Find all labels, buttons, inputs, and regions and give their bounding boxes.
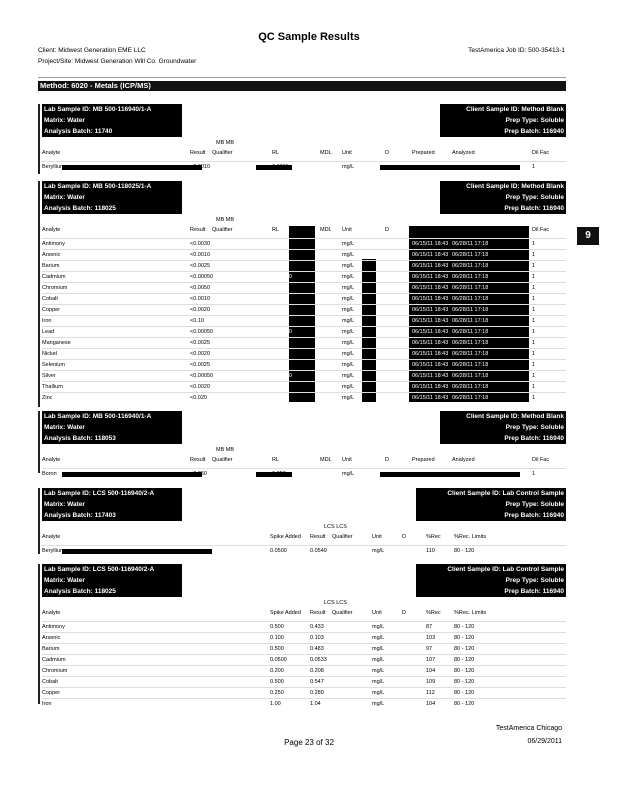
table-cell: <0.0010 (190, 296, 211, 302)
table-cell: 0.0500 (270, 657, 287, 663)
column-header-7: %Rec. Limits (454, 610, 487, 616)
table-cell: 0.500 (270, 646, 284, 652)
table-cell: 1.00 (270, 701, 281, 707)
sample-info-left (42, 411, 182, 444)
table-cell: Copper (42, 307, 61, 313)
table-cell: <0.0025 (190, 340, 211, 346)
table-cell: mg/L (372, 635, 385, 641)
table-cell: Arsenic (42, 252, 61, 258)
table-cell: Cobalt (42, 679, 58, 685)
table-cell: mg/L (342, 164, 355, 170)
sample-info-right (440, 411, 566, 444)
table-cell: 80 - 120 (454, 646, 475, 652)
table-cell: mg/L (372, 657, 385, 663)
table-cell: 06/28/11 17:18 (452, 241, 489, 247)
sample-info-line: Matrix: Water (44, 424, 85, 431)
sample-info-left (42, 488, 182, 521)
table-cell: 1 (532, 252, 536, 258)
table-cell: 0.433 (310, 624, 324, 630)
column-header-2: Qualifier (212, 457, 233, 463)
table-cell: mg/L (372, 646, 385, 652)
table-cell: 0.500 (270, 679, 284, 685)
sample-info-line: Prep Type: Soluble (505, 501, 564, 508)
table-cell: 0.500 (270, 624, 284, 630)
table-cell: mg/L (342, 340, 355, 346)
column-header (42, 150, 566, 159)
table-row (42, 392, 566, 404)
table-cell: 1 (532, 471, 536, 477)
table-cell: 06/15/11 18:43 (412, 373, 449, 379)
table-cell: Boron (42, 471, 57, 477)
table-cell: 06/15/11 18:43 (412, 241, 449, 247)
section-marker (38, 104, 40, 174)
table-cell: mg/L (372, 548, 385, 554)
table-cell: 97 (426, 646, 433, 652)
table-cell: Nickel (42, 351, 57, 357)
table-cell: 06/15/11 18:43 (412, 296, 449, 302)
table-cell: 0.0500 (270, 548, 287, 554)
table-cell: 06/15/11 18:43 (412, 285, 449, 291)
column-header-3: Qualifier (332, 534, 353, 540)
table-cell: <0.00050 (190, 329, 214, 335)
table-cell: 06/15/11 18:43 (412, 252, 449, 258)
table-cell: 1 (532, 329, 536, 335)
table-cell: 80 - 120 (454, 668, 475, 674)
sample-info-line: Client Sample ID: Lab Control Sample (447, 490, 564, 497)
page-number: Page 23 of 32 (284, 738, 334, 747)
column-header-4: Unit (372, 610, 382, 616)
table-cell: 1 (532, 241, 536, 247)
table-cell: 87 (426, 624, 433, 630)
table-cell: 80 - 120 (454, 679, 475, 685)
table-cell: Cobalt (42, 296, 58, 302)
sample-info-line: Analysis Batch: 118025 (44, 205, 116, 212)
table-cell: <0.0030 (190, 241, 211, 247)
column-header-8: Analyzed (452, 457, 475, 463)
table-cell: Beryllium (42, 164, 65, 170)
sample-info-line: Client Sample ID: Method Blank (466, 183, 564, 190)
table-cell: mg/L (342, 329, 355, 335)
table-cell: 1 (532, 164, 536, 170)
sample-info-line: Prep Batch: 116940 (504, 588, 564, 595)
column-header (42, 610, 566, 619)
job-id: TestAmerica Job ID: 500-35413-1 (468, 47, 565, 54)
table-cell: 1 (532, 274, 536, 280)
table-cell: 0.0030 (272, 241, 289, 247)
sample-info-line: Analysis Batch: 11740 (44, 128, 113, 135)
table-cell: 06/15/11 18:43 (412, 307, 449, 313)
table-row (42, 161, 566, 173)
table-cell: 06/28/11 17:18 (452, 395, 489, 401)
table-cell: 0.00050 (272, 373, 292, 379)
table-cell: mg/L (342, 241, 355, 247)
table-cell: 0.0025 (272, 362, 289, 368)
footer-date: 06/29/2011 (527, 738, 562, 745)
table-cell: Cadmium (42, 657, 66, 663)
table-cell: 0.0010 (272, 296, 289, 302)
table-cell: mg/L (342, 395, 355, 401)
table-cell: <0.020 (190, 395, 207, 401)
column-header-9: Dil Fac (532, 227, 550, 233)
table-cell: 1 (532, 395, 536, 401)
table-cell: 0.0025 (272, 340, 289, 346)
table-cell: 0.0010 (272, 252, 289, 258)
table-cell: 0.280 (310, 690, 324, 696)
column-header-9: Dil Fac (532, 457, 550, 463)
sample-info-line: Client Sample ID: Lab Control Sample (447, 566, 564, 573)
column-header-5: Unit (342, 457, 352, 463)
sample-info-right (416, 488, 566, 521)
column-header-4: MDL (320, 457, 332, 463)
column-header-2: Qualifier (212, 227, 233, 233)
table-cell: <0.0020 (190, 351, 211, 357)
column-header-1: Spike Added (270, 610, 301, 616)
table-cell: 1 (532, 296, 536, 302)
sample-info-line: Lab Sample ID: MB 500-116940/1-A (44, 106, 152, 113)
table-cell: mg/L (342, 318, 355, 324)
method-banner: Method: 6020 - Metals (ICP/MS) (38, 81, 566, 91)
sample-info-line: Prep Type: Soluble (505, 424, 564, 431)
table-cell: Chromium (42, 285, 68, 291)
sample-info-left (42, 181, 182, 214)
table-cell: 103 (426, 635, 436, 641)
table-cell: 06/28/11 17:18 (452, 285, 489, 291)
result-group-label: LCS LCS (324, 524, 347, 530)
table-cell: 109 (426, 679, 436, 685)
column-header-4: MDL (320, 150, 332, 156)
table-cell: mg/L (342, 263, 355, 269)
table-cell: 0.050 (272, 471, 286, 477)
table-cell: 80 - 120 (454, 635, 475, 641)
table-row (42, 468, 566, 480)
table-cell: Lead (42, 329, 55, 335)
column-header-7: %Rec. Limits (454, 534, 487, 540)
table-cell: <0.0010 (190, 164, 211, 170)
table-cell: mg/L (342, 362, 355, 368)
table-cell: 1 (532, 384, 536, 390)
column-header-0: Analyte (42, 227, 61, 233)
table-cell: 1 (532, 307, 536, 313)
table-cell: 06/28/11 17:18 (452, 362, 489, 368)
column-header-0: Analyte (42, 150, 61, 156)
column-header (42, 534, 566, 543)
header-divider (38, 77, 566, 78)
column-header-2: Qualifier (212, 150, 233, 156)
column-header-6: D (385, 457, 389, 463)
table-cell: mg/L (372, 668, 385, 674)
table-cell: mg/L (342, 252, 355, 258)
column-header-5: Unit (342, 150, 352, 156)
table-cell: Chromium (42, 668, 68, 674)
table-cell: 06/28/11 17:18 (452, 351, 489, 357)
table-cell: 0.208 (310, 668, 324, 674)
sample-info-line: Lab Sample ID: LCS 500-116940/2-A (44, 566, 155, 573)
table-cell: 06/28/11 17:18 (452, 274, 489, 280)
table-cell: 0.020 (272, 395, 286, 401)
table-cell: 0.00050 (272, 274, 292, 280)
sample-info-left (42, 564, 182, 597)
result-group-label: MB MB (216, 140, 235, 146)
table-cell: Selenium (42, 362, 65, 368)
table-cell: 06/15/11 18:43 (412, 384, 449, 390)
table-cell: 112 (426, 690, 435, 696)
table-cell: mg/L (372, 679, 385, 685)
table-row (42, 545, 566, 557)
table-cell: <0.10 (190, 318, 204, 324)
column-header-0: Analyte (42, 610, 61, 616)
table-cell: 06/15/11 18:43 (412, 362, 449, 368)
column-header-7: Prepared (412, 457, 435, 463)
section-marker (38, 488, 40, 554)
table-cell: mg/L (342, 274, 355, 280)
table-cell: Manganese (42, 340, 71, 346)
table-cell: <0.0010 (190, 252, 211, 258)
client-name: Client: Midwest Generation EME LLC (38, 47, 146, 54)
sample-info-line: Analysis Batch: 118053 (44, 435, 116, 442)
table-cell: 0.0050 (272, 285, 289, 291)
table-cell: Zinc (42, 395, 53, 401)
table-cell: <0.0025 (190, 263, 211, 269)
column-header-2: Result (310, 610, 326, 616)
section-marker (38, 564, 40, 704)
table-cell: 0.00050 (272, 329, 292, 335)
table-cell: 104 (426, 668, 436, 674)
table-cell: 06/15/11 18:43 (412, 318, 449, 324)
sample-info-line: Prep Batch: 116940 (504, 205, 564, 212)
table-cell: 06/28/11 17:18 (452, 373, 489, 379)
table-cell: 0.0020 (272, 384, 289, 390)
table-cell: 0.0010 (272, 164, 289, 170)
table-cell: 0.100 (270, 635, 284, 641)
page-title: QC Sample Results (258, 31, 360, 43)
section-tab: 9 (577, 227, 599, 245)
sample-info-line: Analysis Batch: 117403 (44, 512, 116, 519)
table-cell: <0.0020 (190, 384, 211, 390)
sample-info-line: Lab Sample ID: MB 500-116940/1-A (44, 413, 152, 420)
table-cell: 0.0025 (272, 263, 289, 269)
table-cell: 1 (532, 373, 536, 379)
table-cell: 0.0020 (272, 307, 289, 313)
table-cell: 80 - 120 (454, 701, 475, 707)
table-cell: mg/L (372, 690, 385, 696)
table-cell: 06/28/11 17:18 (452, 263, 489, 269)
table-cell: 0.10 (272, 318, 283, 324)
sample-info-line: Prep Type: Soluble (505, 117, 564, 124)
table-cell: mg/L (372, 624, 385, 630)
table-cell: <0.0050 (190, 285, 211, 291)
table-cell: 1 (532, 340, 536, 346)
table-cell: 0.103 (310, 635, 324, 641)
sample-info-line: Matrix: Water (44, 501, 85, 508)
table-cell: Barium (42, 646, 60, 652)
sample-info-line: Client Sample ID: Method Blank (466, 106, 564, 113)
table-cell: 06/28/11 17:18 (452, 384, 489, 390)
column-header-5: D (402, 610, 406, 616)
table-cell: 1 (532, 362, 536, 368)
sample-info-right (440, 104, 566, 137)
table-cell: 0.547 (310, 679, 324, 685)
sample-info-line: Client Sample ID: Method Blank (466, 413, 564, 420)
column-header-6: D (385, 150, 389, 156)
column-header-0: Analyte (42, 534, 61, 540)
table-cell: mg/L (342, 373, 355, 379)
sample-info-line: Prep Batch: 116940 (504, 512, 564, 519)
table-cell: mg/L (342, 285, 355, 291)
table-cell: mg/L (342, 384, 355, 390)
sample-info-line: Prep Batch: 116940 (504, 128, 564, 135)
table-cell: 80 - 120 (454, 690, 475, 696)
table-cell: Antimony (42, 241, 65, 247)
column-header-0: Analyte (42, 457, 61, 463)
table-cell: 06/28/11 17:18 (452, 296, 489, 302)
table-cell: 06/15/11 18:43 (412, 340, 449, 346)
sample-info-line: Analysis Batch: 118025 (44, 588, 116, 595)
table-cell: mg/L (372, 701, 385, 707)
sample-info-line: Matrix: Water (44, 117, 85, 124)
table-cell: 06/15/11 18:43 (412, 351, 449, 357)
table-cell: 1 (532, 263, 536, 269)
table-cell: Iron (42, 318, 52, 324)
table-cell: <0.00050 (190, 373, 214, 379)
result-group-label: LCS LCS (324, 600, 347, 606)
column-header-9: Dil Fac (532, 150, 550, 156)
table-cell: 06/28/11 17:18 (452, 307, 489, 313)
footer-lab: TestAmerica Chicago (495, 725, 562, 732)
column-header-5: Unit (342, 227, 352, 233)
table-cell: mg/L (342, 307, 355, 313)
table-cell: 06/28/11 17:18 (452, 340, 489, 346)
column-header-1: Result (190, 227, 206, 233)
table-cell: 06/15/11 18:43 (412, 263, 449, 269)
column-header-3: RL (272, 227, 280, 233)
table-cell: 104 (426, 701, 436, 707)
column-header-3: RL (272, 457, 280, 463)
table-cell: Beryllium (42, 548, 65, 554)
table-cell: Copper (42, 690, 61, 696)
table-cell: 1.04 (310, 701, 321, 707)
table-cell: 06/28/11 17:18 (452, 329, 489, 335)
column-header (42, 457, 566, 466)
column-header-7: Prepared (412, 150, 435, 156)
column-header-4: MDL (320, 227, 332, 233)
column-header-5: D (402, 534, 406, 540)
table-cell: 1 (532, 351, 536, 357)
table-cell: 06/15/11 18:43 (412, 329, 449, 335)
table-cell: Iron (42, 701, 52, 707)
column-header-6: %Rec (426, 610, 441, 616)
sample-info-line: Prep Type: Soluble (505, 577, 564, 584)
table-cell: mg/L (342, 351, 355, 357)
table-cell: 0.200 (270, 668, 284, 674)
sample-info-line: Lab Sample ID: MB 500-118025/1-A (44, 183, 152, 190)
table-cell: Arsenic (42, 635, 61, 641)
table-cell: 80 - 120 (454, 657, 475, 663)
column-header-6: D (385, 227, 389, 233)
table-cell: mg/L (342, 471, 355, 477)
table-cell: <0.0020 (190, 307, 211, 313)
table-cell: Cadmium (42, 274, 66, 280)
table-cell: <0.050 (190, 471, 207, 477)
column-header-1: Spike Added (270, 534, 301, 540)
table-cell: <0.00050 (190, 274, 214, 280)
table-cell: Silver (42, 373, 56, 379)
table-cell: Barium (42, 263, 60, 269)
sample-info-right (440, 181, 566, 214)
sample-info-line: Lab Sample ID: LCS 500-116940/2-A (44, 490, 155, 497)
column-header-8: Analyzed (452, 150, 475, 156)
sample-info-right (416, 564, 566, 597)
result-group-label: MB MB (216, 447, 235, 453)
table-cell: Thallium (42, 384, 63, 390)
table-cell: 0.483 (310, 646, 324, 652)
column-header-3: RL (272, 150, 280, 156)
sample-info-line: Matrix: Water (44, 577, 85, 584)
table-cell: 06/28/11 17:18 (452, 252, 489, 258)
table-cell: 0.0533 (310, 657, 327, 663)
table-cell: Antimony (42, 624, 65, 630)
column-header-1: Result (190, 150, 206, 156)
section-marker (38, 411, 40, 473)
table-cell: 06/15/11 18:43 (412, 395, 449, 401)
section-marker (38, 181, 40, 407)
table-cell: mg/L (342, 296, 355, 302)
table-cell: 107 (426, 657, 436, 663)
table-cell: 0.0020 (272, 351, 289, 357)
table-cell: 1 (532, 285, 536, 291)
sample-info-line: Prep Type: Soluble (505, 194, 564, 201)
column-header-1: Result (190, 457, 206, 463)
table-cell: 06/15/11 18:43 (412, 274, 449, 280)
column-header-3: Qualifier (332, 610, 353, 616)
column-header-4: Unit (372, 534, 382, 540)
table-cell: 0.0549 (310, 548, 327, 554)
sample-info-line: Matrix: Water (44, 194, 85, 201)
table-cell: 0.250 (270, 690, 284, 696)
sample-info-line: Prep Batch: 116940 (504, 435, 564, 442)
table-cell: 80 - 120 (454, 624, 475, 630)
table-cell: 1 (532, 318, 536, 324)
table-cell: 06/28/11 17:18 (452, 318, 489, 324)
column-header-6: %Rec (426, 534, 441, 540)
column-header-2: Result (310, 534, 326, 540)
table-cell: <0.0025 (190, 362, 211, 368)
result-group-label: MB MB (216, 217, 235, 223)
table-row (42, 698, 566, 710)
table-cell: 80 - 120 (454, 548, 475, 554)
project-site: Project/Site: Midwest Generation Will Co. Groundwater (38, 58, 197, 65)
sample-info-left (42, 104, 182, 137)
table-cell: 110 (426, 548, 435, 554)
